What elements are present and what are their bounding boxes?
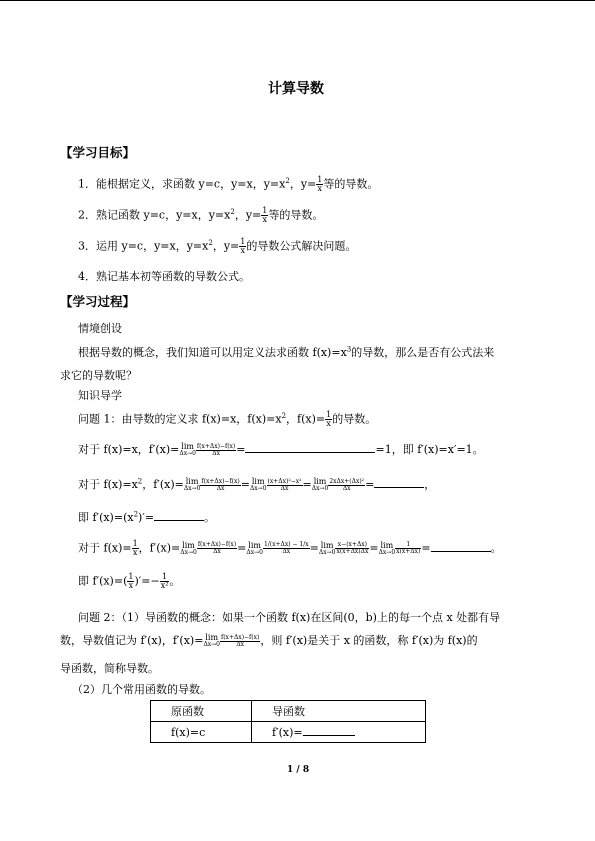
goal-2-fraction: $\frac{1}{x}$: [262, 206, 268, 224]
answer-blank-3[interactable]: [154, 510, 204, 521]
table-row: [151, 722, 426, 743]
table-header-cell: 导函数: [252, 701, 426, 722]
derivative-table: [150, 700, 426, 743]
derivation-row-3: 即 $f'(x)=(x^2)'=$ 。: [78, 510, 216, 524]
goal-4: 4．熟记基本初等函数的导数公式。: [78, 270, 250, 283]
derivation-row-2: 对于 $f(x)=x^2$，f′(x)= lim Δx→0 $\frac{f(x+\Delta x)-f(x)}{\Delta x}$ = lim Δx→0 $\frac{\text{(x+Δx)²−x²}}{\Delta x}$ = lim Δx→0 2xΔx+(Δx)² Δx = ，: [78, 477, 436, 492]
answer-blank-table[interactable]: [303, 725, 355, 736]
answer-blank-4[interactable]: [431, 541, 491, 552]
table-header-cell: 原函数: [151, 701, 252, 722]
derivation-row-1: 对于 f(x)=x，f′(x)= lim Δx→0 $\frac{f(x+\Delta x)-f(x)}{\Delta x}$ = =1，即 f′(x)=x′=1。: [78, 442, 484, 457]
combined-quotient: $\frac{x-(x+\Delta x)}{x(x+\Delta x)\Delta x}$: [336, 541, 369, 555]
goal-2-text-mid: ，y=: [234, 208, 262, 222]
limit-symbol: lim Δx→0: [378, 540, 396, 556]
limit-symbol: lim Δx→0: [183, 477, 201, 492]
difference-quotient: $\frac{f(x+\Delta x)-f(x)}{\Delta x}$: [197, 541, 237, 555]
limit-symbol: lim Δx→0: [246, 540, 263, 556]
derivation-row-4: 对于 f(x)= $\frac{1}{x}$ ，f′(x)= lim Δx→0 $\frac{f(x+\Delta x)-f(x)}{\Delta x}$ = lim Δx→0 $\frac{1/(x+\Delta x) - 1/x}{\Delta x}$ = lim Δx→0 $\frac{x-(x+\Delta x)}{x(x+\Delta x)\Delta x}$ = lim Δx→0 $\frac{1}{x(x+\Delta x)}$ = 。: [78, 539, 502, 557]
question-2-line-1: 问题 2：（1）导函数的概念：如果一个函数 f(x)在区间(0，b)上的每一个点 x 处都有导: [78, 611, 501, 624]
derivation-row-5: 即 f′(x)=( $\frac{1}{x}$ )′=− $\frac{1}{\text{x²}}$ 。: [78, 572, 181, 590]
difference-quotient: $\frac{f(x+\Delta x)-f(x)}{\Delta x}$: [221, 633, 260, 648]
limit-symbol: lim Δx→0: [179, 442, 196, 457]
table-header-row: [151, 701, 426, 722]
goal-3-text-mid: ，y=: [212, 239, 240, 253]
goal-1-fraction: $\frac{1}{x}$: [317, 175, 323, 193]
reciprocal-fraction: $\frac{1}{x}$: [128, 572, 134, 590]
goal-1-text-end: 等的导数。: [323, 177, 379, 191]
answer-blank-1[interactable]: [245, 442, 375, 453]
limit-symbol: lim Δx→0: [318, 540, 336, 556]
question-2-line-3: 导函数，简称导数。: [60, 662, 159, 675]
simplified-quotient: 2xΔx+(Δx)² Δx: [329, 477, 365, 492]
guide-label: 知识导学: [78, 389, 122, 402]
expanded-quotient: $\frac{\text{(x+Δx)²−x²}}{\Delta x}$: [267, 477, 302, 492]
question-1-fraction: $\frac{1}{x}$: [326, 410, 332, 428]
goal-3-fraction: $\frac{1}{x}$: [240, 237, 246, 255]
reciprocal-fraction: $\frac{1}{x}$: [132, 539, 138, 557]
goal-2-text-end: 等的导数。: [268, 208, 324, 222]
difference-quotient: $\frac{f(x+\Delta x)-f(x)}{\Delta x}$: [196, 442, 236, 457]
top-rule: [0, 0, 595, 1]
intro-line-1: 根据导数的概念，我们知道可以用定义法求函数 $f(x)=x^3$的导数，那么是否有公式法来: [78, 345, 495, 359]
goal-2: [78, 207, 323, 224]
goal-2-text: 2．熟记函数 y=c，y=x，y=x: [78, 208, 231, 222]
section-goals-heading: 【学习目标】: [60, 145, 136, 160]
situation-label: 情境创设: [78, 322, 122, 335]
result-fraction: $\frac{1}{\text{x²}}$: [160, 572, 169, 590]
limit-symbol: lim Δx→0: [249, 477, 267, 492]
final-quotient: $\frac{1}{x(x+\Delta x)}$: [396, 541, 421, 555]
difference-quotient: $\frac{f(x+\Delta x)-f(x)}{\Delta x}$: [201, 477, 240, 492]
question-1: 问题 1：由导数的定义求 f(x)=x，$f(x)=x^2$，f(x)= $\frac{1}{x}$ 的导数。: [78, 410, 377, 428]
page-title: 计算导数: [268, 81, 324, 97]
table-cell: f(x)=c: [151, 722, 252, 743]
limit-symbol: lim Δx→0: [311, 477, 329, 492]
goal-1-text-mid: ，y=: [289, 177, 317, 191]
limit-symbol: lim Δx→0: [203, 633, 220, 648]
page-number: 1 / 8: [287, 765, 310, 775]
question-2-line-4: （2）几个常用函数的导数。: [72, 683, 211, 696]
goal-1-exponent: 2: [285, 176, 290, 185]
goal-3-text: 3．运用 y=c，y=x，y=x: [78, 239, 209, 253]
goal-3: [78, 238, 356, 255]
question-2-line-2: 数，导数值记为 f′(x)，f′(x)= lim Δx→0 $\frac{f(x+\Delta x)-f(x)}{\Delta x}$ ，则 f′(x)是关于 x 的函数，称 f′(x)为 f(x)的: [60, 633, 478, 648]
goal-1-text: 1．能根据定义，求函数 y=c，y=x，y=x: [78, 177, 286, 191]
goal-1: [78, 176, 378, 193]
goal-3-exponent: 2: [208, 238, 213, 247]
answer-blank-2[interactable]: [374, 477, 424, 488]
section-process-heading: 【学习过程】: [60, 294, 136, 309]
limit-symbol: lim Δx→0: [180, 540, 197, 556]
goal-2-exponent: 2: [230, 207, 235, 216]
table-cell: f′(x)=: [252, 722, 426, 743]
intro-line-2: 求它的导数呢？: [60, 369, 137, 382]
nested-quotient: $\frac{1/(x+\Delta x) - 1/x}{\Delta x}$: [263, 541, 309, 555]
goal-3-text-end: 的导数公式解决问题。: [246, 239, 357, 253]
